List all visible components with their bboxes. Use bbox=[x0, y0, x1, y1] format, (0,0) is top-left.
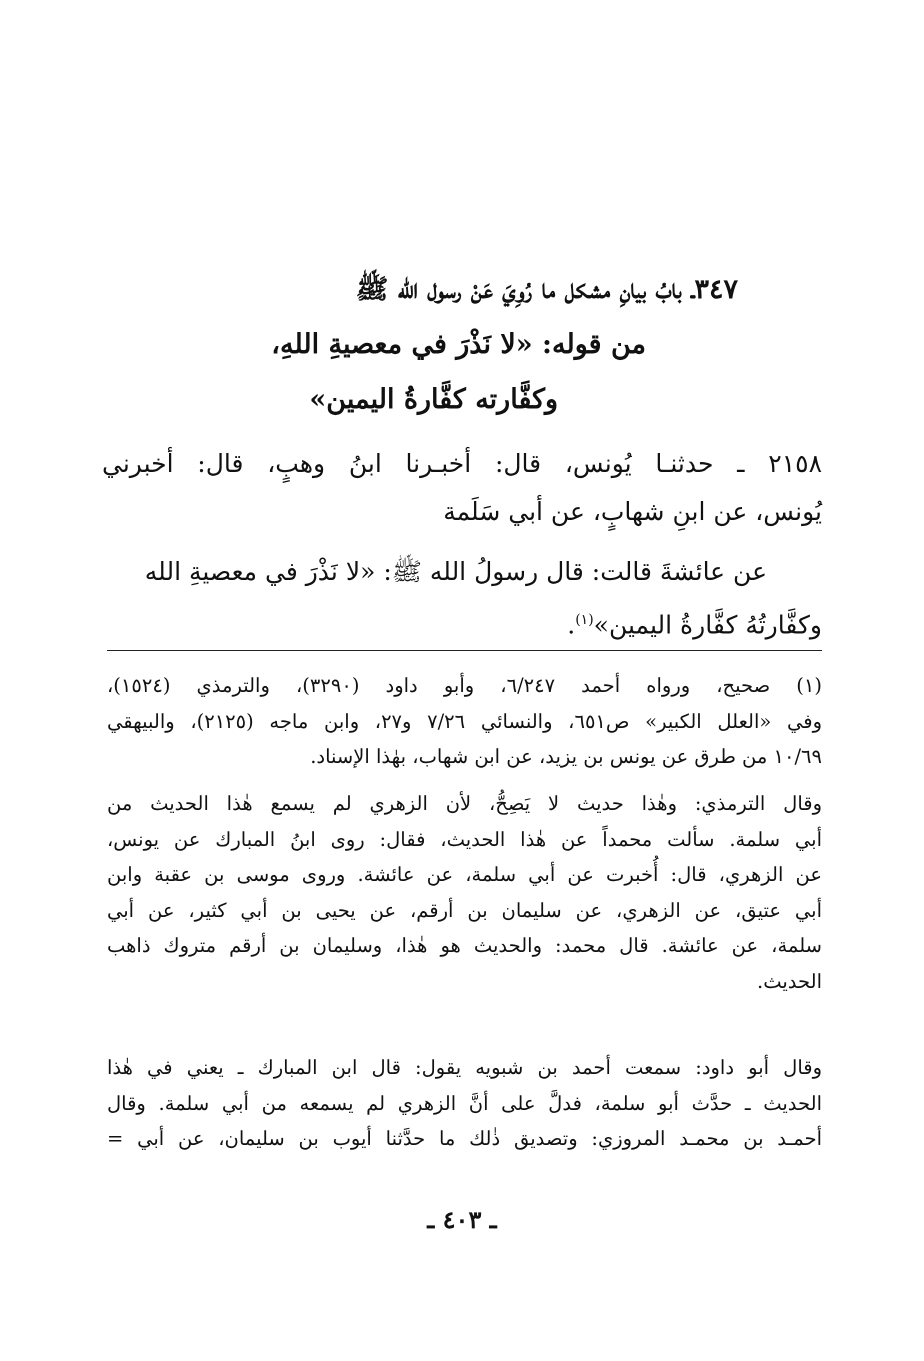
footnote-line: أبي عتيق، عن الزهري، عن سليمان بن أرقم، عن يحيى بن أبي كثير، عن أبي bbox=[107, 898, 822, 922]
hadith-isnad bbox=[102, 440, 822, 536]
footnote-line: ١٠/٦٩ من طرق عن يونس بن يزيد، عن ابن شهاب، بهٰذا الإسناد. bbox=[310, 745, 822, 768]
matn-line-1: عن عائشةَ قالت: قال رسولُ الله ﷺ: «لا نَذْرَ في معصيةِ الله bbox=[144, 557, 767, 586]
footnote-1 bbox=[107, 668, 822, 775]
page-number: ـ ٤٠٣ ـ bbox=[427, 1205, 497, 1234]
footnote-reference: (١) bbox=[575, 612, 594, 628]
footnote-line: الحديث. bbox=[757, 969, 822, 993]
footnote-line: وفي «العلل الكبير» ص٦٥١، والنسائي ٧/٢٦ و٢٧، وابن ماجه (٢١٢٥)، والبيهقي bbox=[107, 709, 822, 733]
chapter-heading-line-1: ٣٤٧ـ بابُ بيانِ مشكل ما رُوِيَ عَنْ رسول الله ﷺ bbox=[355, 274, 738, 305]
footnote-line: (١) صحيح، ورواه أحمد ٦/٢٤٧، وأبو داود (٣٢٩٠)، والترمذي (١٥٢٤)، bbox=[107, 674, 822, 697]
footnote-line: عن الزهري، قال: أُخبرت عن أبي سلمة، عن عائشة. وروى موسى بن عقبة وابن bbox=[107, 863, 822, 886]
footnote-line: الحديث ـ حدَّث أبو سلمة، فدلَّ على أنَّ الزهري لم يسمعه من أبي سلمة. وقال bbox=[107, 1091, 822, 1115]
hadith-matn bbox=[102, 548, 822, 649]
matn-end-mark: . bbox=[567, 610, 576, 640]
chapter-heading bbox=[178, 262, 738, 427]
footnote-line: أبي سلمة. سألت محمداً عن هٰذا الحديث، فقال: روى ابنُ المبارك عن يونس، bbox=[107, 827, 822, 851]
footnote-line: أحمـد بن محمـد المروزي: وتصديق ذٰلك ما حدَّثنا أيوب بن سليمان، عن أبي = bbox=[107, 1127, 822, 1150]
matn-line-2 bbox=[102, 596, 822, 649]
hadith-line-1: ٢١٥٨ ـ حدثنـا يُونس، قال: أخبـرنا ابنُ وهبٍ، قال: أخبرني bbox=[102, 449, 822, 478]
footnote-separator bbox=[107, 650, 822, 651]
footnote-tirmidhi-comment bbox=[107, 786, 822, 999]
chapter-heading-line-3: وكفَّارته كفَّارةُ اليمين» bbox=[309, 384, 558, 415]
chapter-heading-line-2: من قوله: «لا نَذْرَ في معصيةِ اللهِ، bbox=[271, 329, 646, 360]
hadith-line-2: يُونس، عن ابنِ شهابٍ، عن أبي سَلَمة bbox=[443, 497, 822, 526]
matn-line-2-text: وكفَّارتُهُ كفَّارةُ اليمين» bbox=[593, 610, 822, 640]
footnote-line: سلمة، عن عائشة. قال محمد: والحديث هو هٰذا، وسليمان بن أرقم متروك ذاهب bbox=[107, 934, 822, 957]
footnote-line: وقال أبو داود: سمعت أحمد بن شبويه يقول: قال ابن المبارك ـ يعني في هٰذا bbox=[107, 1056, 822, 1079]
footnote-line: وقال الترمذي: وهٰذا حديث لا يَصِحُّ، لأن الزهري لم يسمع هٰذا الحديث من bbox=[107, 792, 822, 815]
footnote-abu-dawud-comment bbox=[107, 1050, 822, 1157]
